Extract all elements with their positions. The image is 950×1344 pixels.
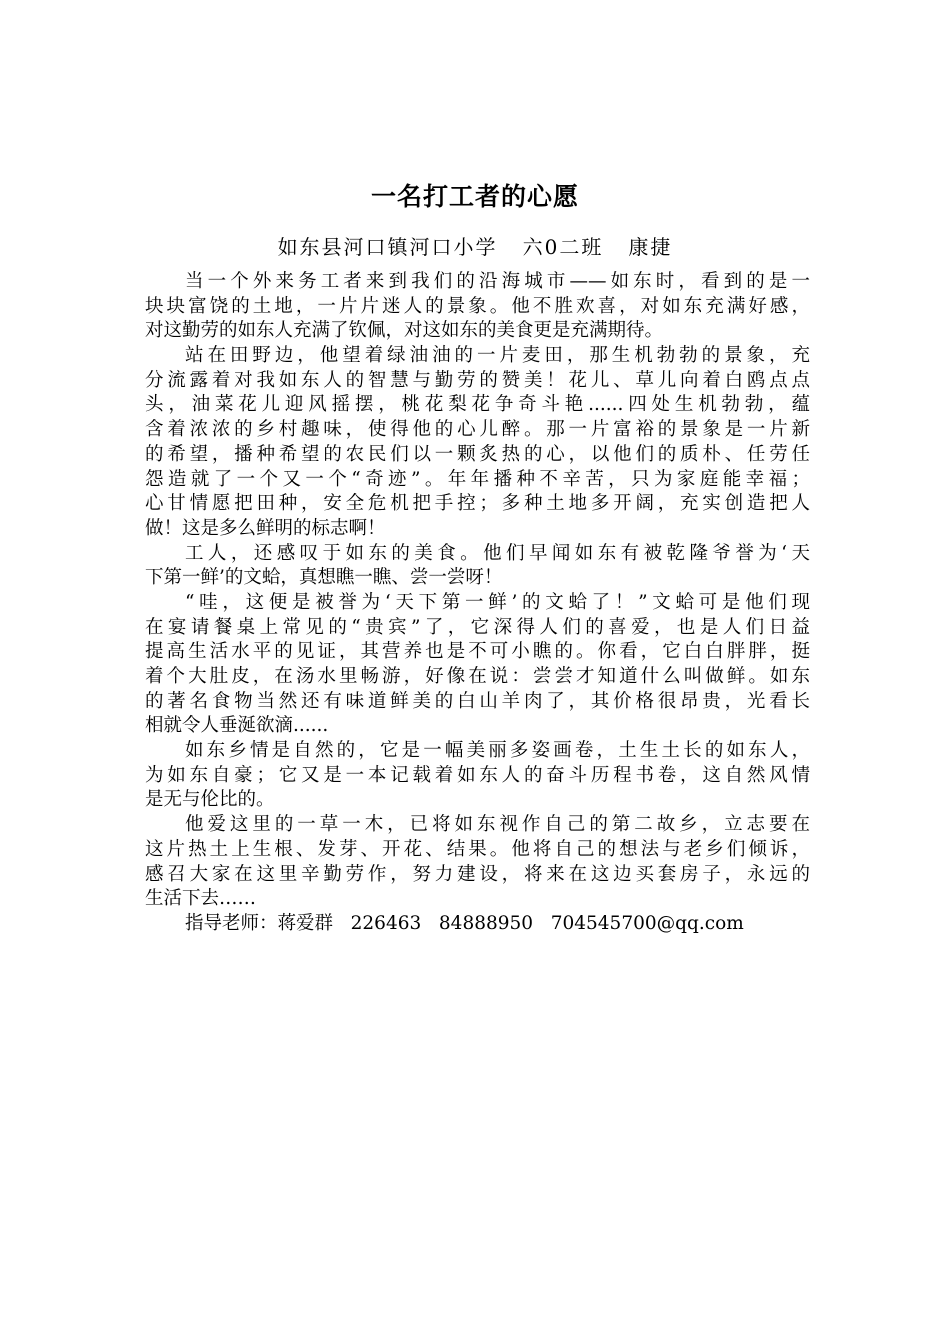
document-title: 一名打工者的心愿 [370,182,579,211]
paragraph [145,344,810,542]
paragraph-line: 感召大家在这里辛勤劳作，努力建设，将来在这边买套房子，永远的 [145,863,810,885]
paragraph-line: 怨造就了一个又一个“奇迹”。年年播种不辛苦，只为家庭能幸福； [145,468,810,490]
paragraph-line: 块块富饶的土地，一片片迷人的景象。他不胜欢喜，对如东充满好感， [145,295,810,317]
paragraph-line: 这片热土上生根、发芽、开花、结果。他将自己的想法与老乡们倾诉， [145,838,810,860]
paragraph [145,270,810,344]
paragraph-line: 头，油菜花儿迎风摇摆，桃花梨花争奇斗艳......四处生机勃勃，蕴 [145,394,810,416]
paragraph-line: 提高生活水平的见证，其营养也是不可小瞧的。你看，它白白胖胖，挺 [145,641,810,663]
paragraph-line: 当一个外来务工者来到我们的沿海城市——如东时，看到的是一 [185,271,810,292]
author-byline: 如东县河口镇河口小学 六0二班 康捷 [277,235,673,259]
paragraph [145,912,810,937]
paragraph-line: 下第一鲜’的文蛤，真想瞧一瞧、尝一尝呀！ [145,567,503,589]
document-body [145,270,810,937]
paragraph-line: 站在田野边，他望着绿油油的一片麦田，那生机勃勃的景象，充 [185,345,810,367]
paragraph [145,542,810,591]
paragraph-line: 如东乡情是自然的，它是一幅美丽多姿画卷，土生土长的如东人， [185,740,810,762]
paragraph-line: 的希望，播种希望的农民们以一颗炙热的心，以他们的质朴、任劳任 [145,443,810,465]
paragraph-line: “哇，这便是被誉为‘天下第一鲜’的文蛤了！”文蛤可是他们现 [185,591,810,613]
paragraph [145,813,810,912]
paragraph [145,739,810,813]
paragraph-line: 他爱这里的一草一木，已将如东视作自己的第二故乡，立志要在 [185,814,810,836]
paragraph-line: 做！这是多么鲜明的标志啊！ [145,517,386,539]
paragraph-line: 指导老师：蒋爱群 226463 84888950 704545700@qq.com [185,912,744,934]
paragraph-line: 生活下去…… [145,888,257,910]
paragraph-line: 相就令人垂涎欲滴...... [145,715,329,737]
paragraph-line: 的著名食物当然还有味道鲜美的白山羊肉了，其价格很昂贵，光看长 [145,690,810,712]
paragraph [145,591,810,739]
paragraph-line: 心甘情愿把田种，安全危机把手控；多种土地多开阔，充实创造把人 [145,493,810,515]
paragraph-line: 对这勤劳的如东人充满了钦佩，对这如东的美食更是充满期待。 [145,320,664,342]
paragraph-line: 含着浓浓的乡村趣味，使得他的心儿醉。那一片富裕的景象是一片新 [145,419,810,441]
paragraph-line: 在宴请餐桌上常见的“贵宾”了，它深得人们的喜爱，也是人们日益 [145,616,810,638]
paragraph-line: 是无与伦比的。 [145,789,275,811]
paragraph-line: 工人，还感叹于如东的美食。他们早闻如东有被乾隆爷誉为‘天 [185,542,810,564]
paragraph-line: 着个大肚皮，在汤水里畅游，好像在说：尝尝才知道什么叫做鲜。如东 [145,666,810,687]
paragraph-line: 分流露着对我如东人的智慧与勤劳的赞美！花儿、草儿向着白鸥点点 [145,369,810,391]
paragraph-line: 为如东自豪；它又是一本记载着如东人的奋斗历程书卷，这自然风情 [145,764,810,786]
